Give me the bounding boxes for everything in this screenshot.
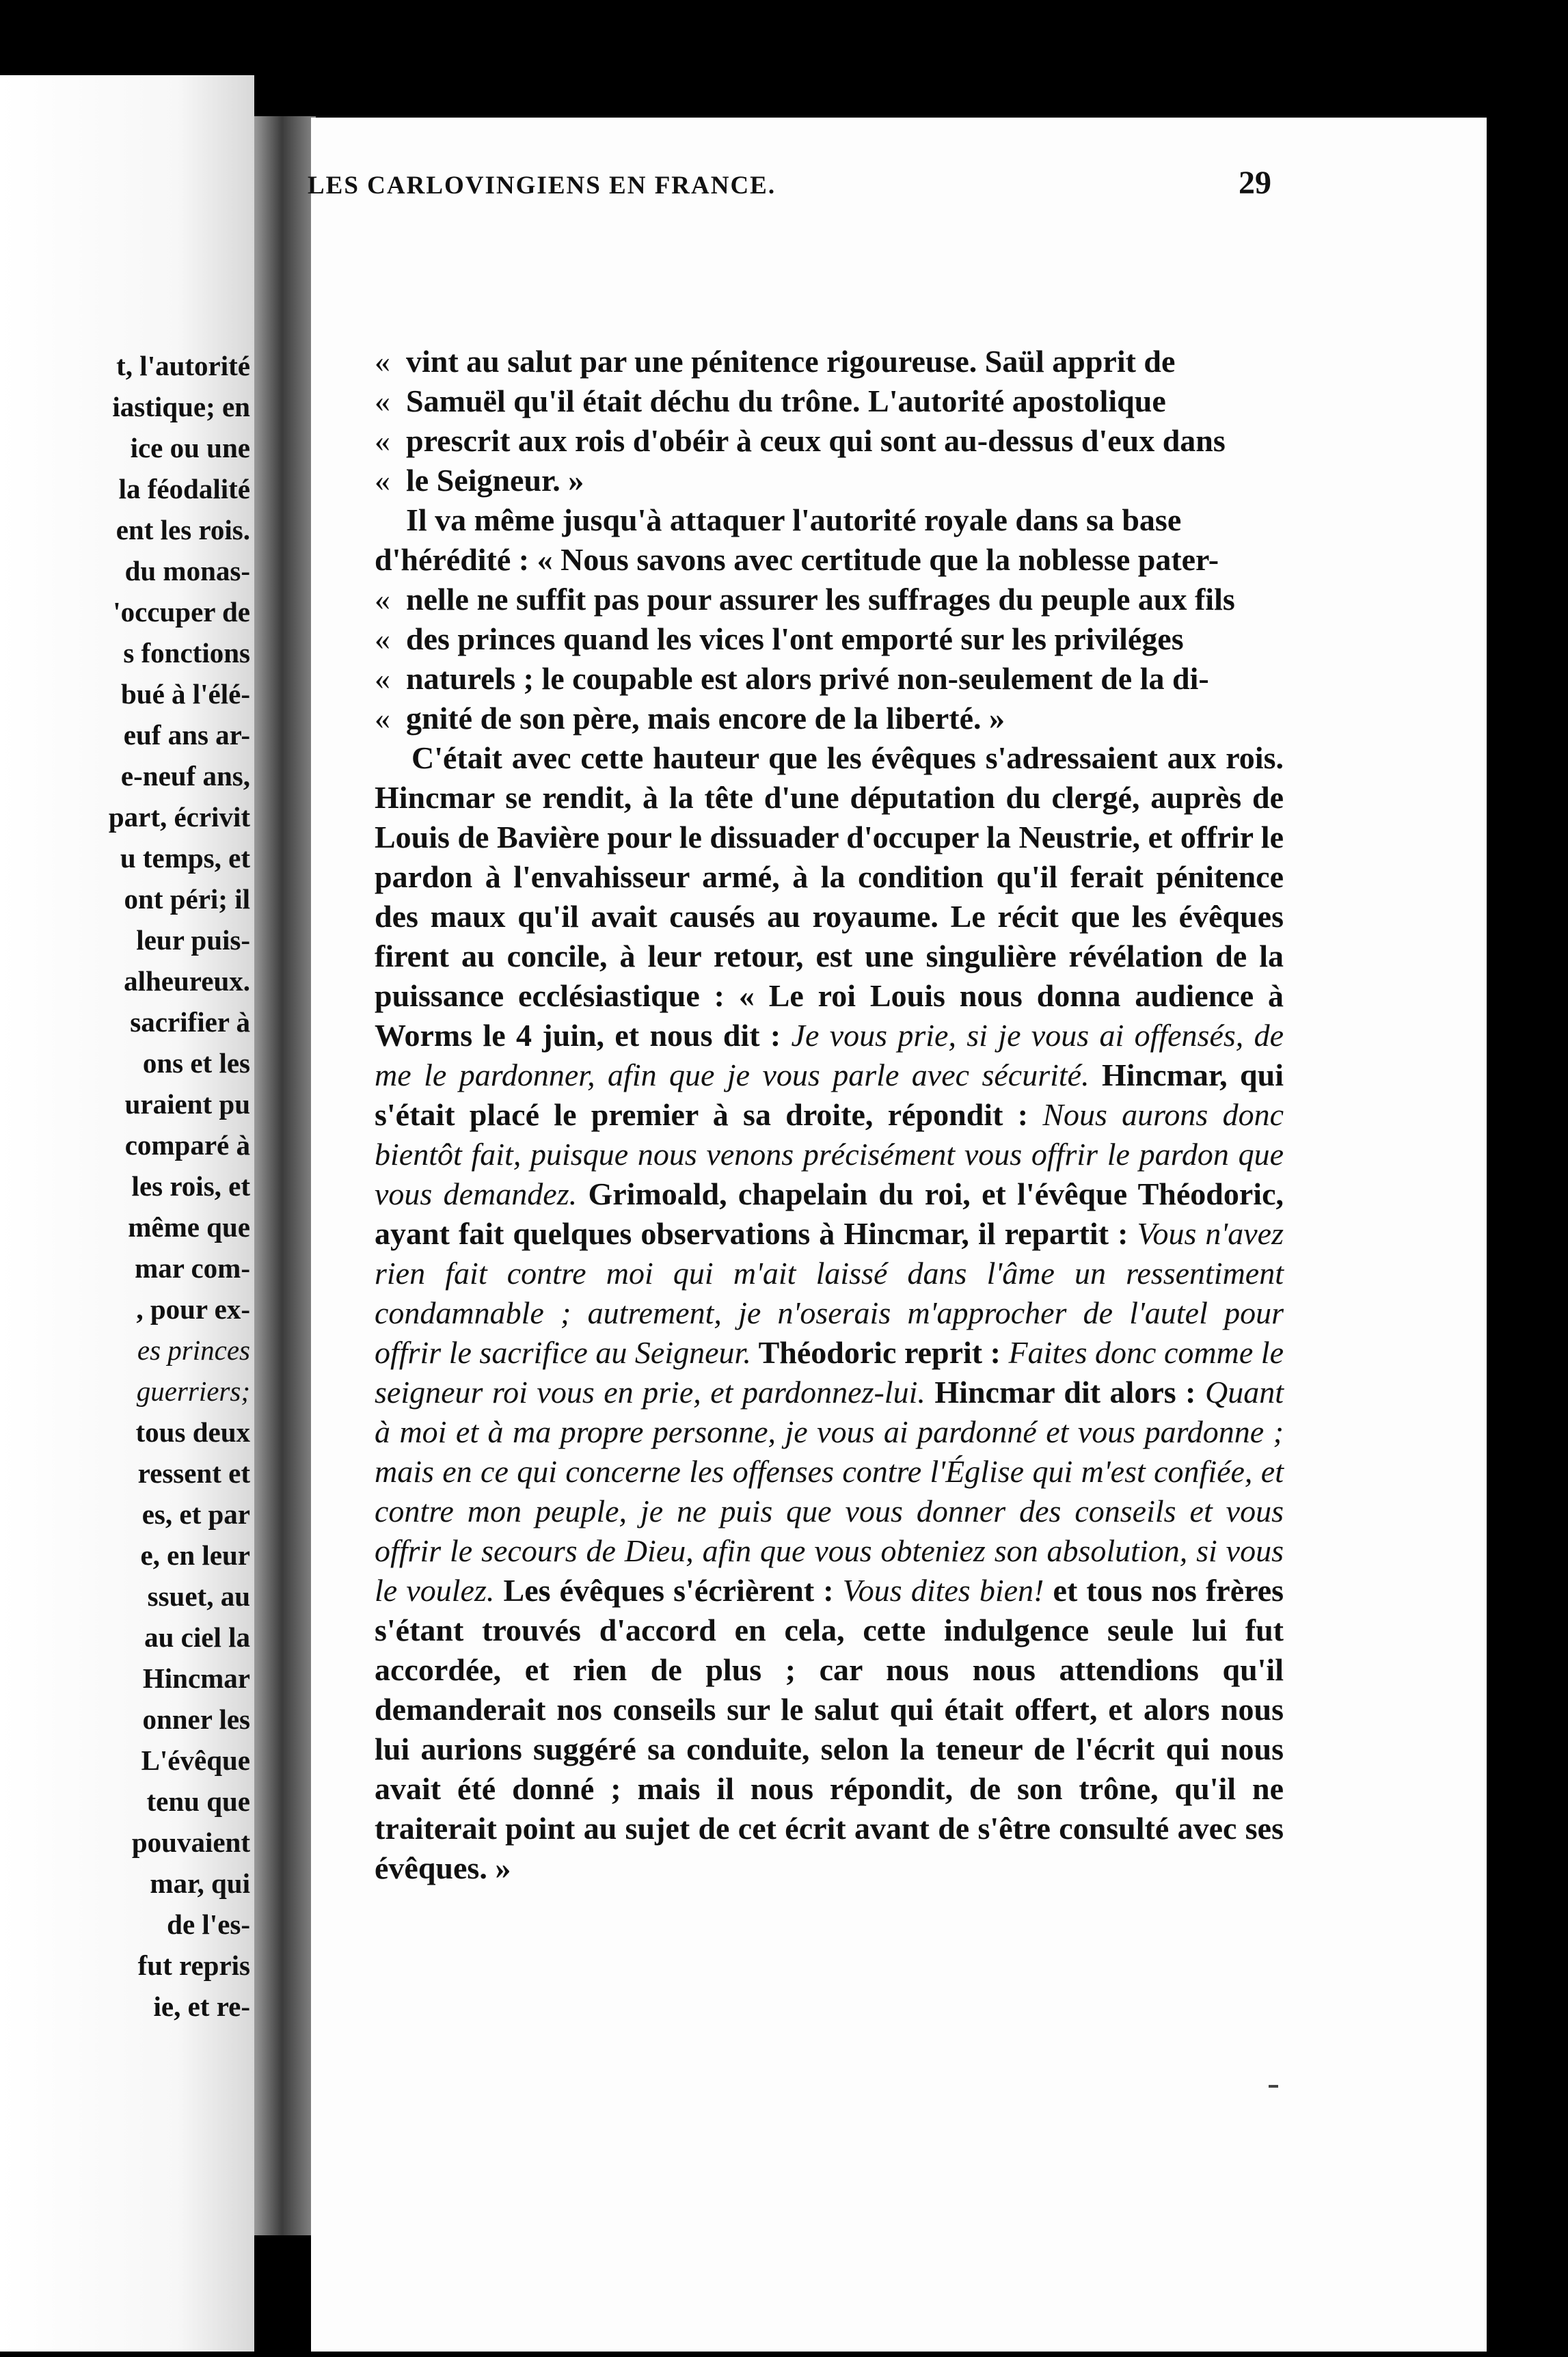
facing-page-line: ssuet, au — [147, 1580, 250, 1612]
narrative-text: Les évêques s'écrièrent : — [503, 1573, 834, 1608]
text-line: le Seigneur. » — [406, 463, 584, 498]
narrative-text: Grimoald, chapelain du roi, et l'évêque Théodoric, ayant fait quelques observations à Hincmar, il repartit : — [375, 1176, 1284, 1251]
text-line: des princes quand les vices l'ont emporté sur les priviléges — [406, 621, 1184, 656]
text-line: d'hérédité : « Nous savons avec certitude que la noblesse pater- — [375, 542, 1219, 577]
quote-mark: « — [375, 701, 390, 736]
facing-page-line: sacrifier à — [130, 1006, 250, 1038]
facing-page-line: part, écrivit — [108, 801, 250, 833]
facing-page-line: ressent et — [137, 1457, 250, 1489]
quoted-speech: Vous n'avez rien fait contre moi qui m'ait laissé dans l'âme un ressentiment condamnable ; autrement, je n'oserais m'approcher de l'autel pour offrir le sacrifice au Seigneur. — [375, 1216, 1284, 1370]
quoted-speech: Nous aurons donc bientôt fait, puisque nous venons précisément vous offrir le pardon que vous demandez. — [375, 1097, 1284, 1211]
quoted-speech: Quant à moi et à ma propre personne, je vous ai pardonné et vous pardonne ; mais en ce qui concerne les offenses contre l'Église qui m'est confiée, et contre mon peuple, je ne puis que vous donner des conseils et vous offrir le secours de Dieu, afin que vous obteniez son absolution, si vous le voulez. — [375, 1375, 1284, 1608]
narrative-text: Hincmar, qui s'était placé le premier à sa droite, répondit : — [375, 1058, 1284, 1132]
facing-page-line: 'occuper de — [113, 596, 250, 628]
quoted-speech: Faites donc comme le seigneur roi vous en prie, et pardonnez-lui. — [375, 1335, 1284, 1410]
quote-mark: « — [375, 463, 390, 498]
quote-mark: « — [375, 661, 390, 696]
facing-page-line: es, et par — [141, 1498, 250, 1530]
text-line: prescrit aux rois d'obéir à ceux qui sont au-dessus d'eux dans — [406, 423, 1226, 458]
facing-page-line: Hincmar — [142, 1662, 250, 1694]
facing-page-line: au ciel la — [144, 1621, 250, 1653]
facing-page-line: fut repris — [137, 1950, 250, 1981]
facing-page-line: es princes — [137, 1334, 250, 1366]
facing-page-line: e-neuf ans, — [120, 760, 250, 792]
facing-page-line: la féodalité — [118, 473, 250, 504]
facing-page-line: ent les rois. — [116, 514, 250, 546]
page-number: 29 — [1239, 165, 1271, 201]
facing-page-line: ons et les — [142, 1047, 250, 1079]
quote-mark: « — [375, 344, 390, 379]
facing-page-line: euf ans ar- — [123, 719, 250, 751]
facing-page-line: du monas- — [124, 555, 250, 587]
facing-page-line: u temps, et — [120, 842, 250, 874]
facing-page-line: L'évêque — [141, 1745, 250, 1776]
narrative-text: Théodoric reprit : — [758, 1335, 1001, 1370]
text-line: nelle ne suffit pas pour assurer les suffrages du peuple aux fils — [406, 582, 1235, 617]
running-head-title: LES CARLOVINGIENS EN FRANCE. — [308, 172, 776, 200]
facing-page-line: les rois, et — [131, 1170, 250, 1202]
facing-page-line: onner les — [142, 1703, 250, 1735]
quote-mark: « — [375, 621, 390, 656]
narrative-text: C'était avec cette hauteur que les évêques s'adressaient aux rois. Hincmar se rendit, à la tête d'une députation du clergé, auprès de Louis de Bavière pour le dissuader d'occuper la Neustrie, et offrir le pardon à l'envahisseur armé, à la condition qu'il ferait pénitence des maux qu'il avait causés au royaume. Le récit que les évêques firent au concile, à leur retour, est une singulière révélation de la puissance ecclésiastique : « Le roi Louis nous donna audience à Worms le 4 juin, et nous dit : — [375, 740, 1284, 1053]
text-line: Samuël qu'il était déchu du trône. L'autorité apostolique — [406, 383, 1166, 418]
text-line: vint au salut par une pénitence rigoureuse. Saül apprit de — [406, 344, 1176, 379]
facing-page-line: mar com- — [135, 1252, 250, 1284]
facing-page-line: s fonctions — [123, 637, 250, 669]
facing-page-line: uraient pu — [124, 1088, 250, 1120]
text-line: gnité de son père, mais encore de la liberté. » — [406, 701, 1005, 736]
facing-page-line: guerriers; — [136, 1375, 250, 1407]
facing-page-line: ice ou une — [130, 432, 250, 463]
quote-mark: « — [375, 383, 390, 418]
quoted-speech: Vous dites bien! — [842, 1573, 1044, 1608]
paragraph-2 — [375, 500, 1284, 738]
facing-page-line: pouvaient — [131, 1827, 250, 1858]
facing-page-line: leur puis- — [136, 924, 250, 956]
narrative-text: et tous nos frères s'étant trouvés d'accord en cela, cette indulgence seule lui fut accordée, et rien de plus ; car nous nous attendions qu'il demanderait nos conseils sur le salut qui était offert, et alors nous lui aurions suggéré sa conduite, selon la teneur de l'écrit qui nous avait été donné ; mais il nous répondit, de son trône, qu'il ne traiterait point au sujet de cet écrit avant de s'être consulté avec ses évêques. » — [375, 1573, 1284, 1885]
page-body — [375, 342, 1284, 1888]
narrative-text: Hincmar dit alors : — [934, 1375, 1196, 1410]
facing-page-line: de l'es- — [167, 1909, 250, 1940]
facing-page-line: ont péri; il — [124, 883, 250, 915]
facing-page-line: même que — [128, 1211, 250, 1243]
book-gutter — [254, 116, 316, 2235]
quoted-speech: Je vous prie, si je vous ai offensés, de me le pardonner, afin que je vous parle avec sécurité. — [375, 1018, 1284, 1092]
facing-page — [0, 75, 254, 2352]
facing-page-line: mar, qui — [150, 1868, 250, 1899]
facing-page-line: bué à l'élé- — [120, 678, 250, 710]
facing-page-line: comparé à — [124, 1129, 250, 1161]
quote-mark: « — [375, 423, 390, 458]
facing-page-line: , pour ex- — [136, 1293, 250, 1325]
facing-page-line: t, l'autorité — [116, 350, 250, 381]
facing-page-line: alheureux. — [124, 965, 250, 997]
facing-page-line: tenu que — [146, 1786, 250, 1817]
facing-page-line: tous deux — [135, 1416, 250, 1448]
facing-page-line: iastique; en — [112, 391, 250, 422]
paragraph-3 — [375, 738, 1284, 1888]
text-line: naturels ; le coupable est alors privé non-seulement de la di- — [406, 661, 1209, 696]
facing-page-text — [0, 345, 254, 2027]
facing-page-line: e, en leur — [140, 1539, 250, 1571]
facing-page-line: ie, et re- — [153, 1991, 250, 2022]
printer-mark — [1269, 2085, 1278, 2088]
quote-mark: « — [375, 582, 390, 617]
text-line: Il va même jusqu'à attaquer l'autorité royale dans sa base — [406, 502, 1182, 537]
paragraph-1 — [375, 342, 1284, 500]
